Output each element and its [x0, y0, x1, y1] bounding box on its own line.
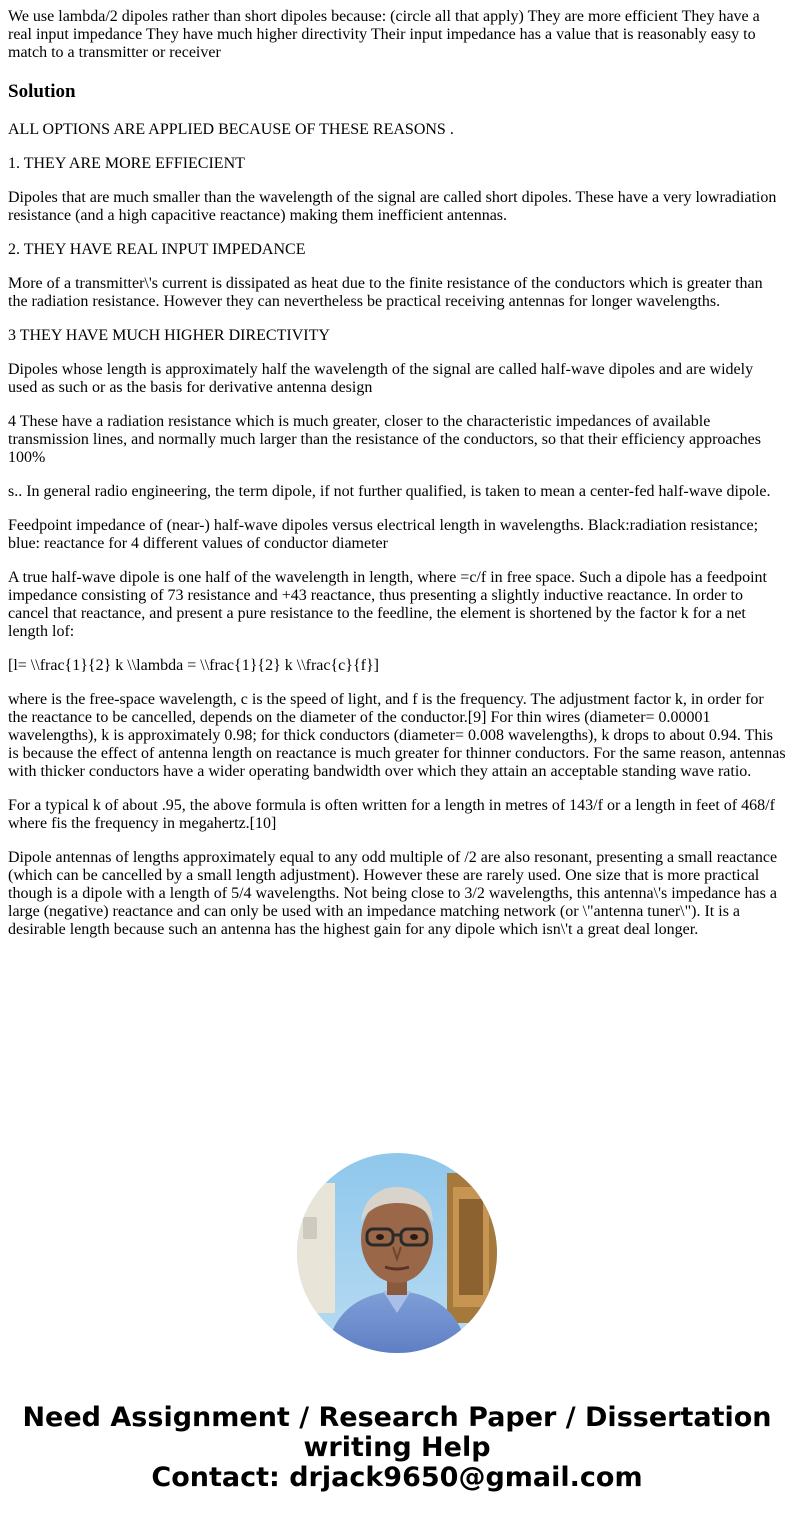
- promo-text: [0, 1403, 794, 1493]
- promo-line: writing Help: [303, 1432, 491, 1463]
- document-body: [8, 8, 786, 955]
- solution-paragraph: ALL OPTIONS ARE APPLIED BECAUSE OF THESE REASONS .: [8, 121, 454, 138]
- solution-paragraph: where is the free-space wavelength, c is the speed of light, and f is the frequency. The adjustment factor k, in order for the reactance to be cancelled, depends on the diameter of the conductor.[9] For thin wires (diameter= 0.00001 wavelengths), k is approximately 0.98; for thick conductors (diameter= 0.008 wavelengths), k drops to about 0.94. This is because the effect of antenna length on reactance is much greater for thinner conductors. For the same reason, antennas with thicker conductors have a wider operating bandwidth over which they attain an acceptable standing wave ratio.: [8, 691, 786, 780]
- question-text: We use lambda/2 dipoles rather than short dipoles because: (circle all that apply) They are more efficient They have a real input impedance They have much higher directivity Their input impedance has a value that is reasonably easy to match to a transmitter or receiver: [8, 8, 760, 61]
- solution-paragraph: For a typical k of about .95, the above formula is often written for a length in metres of 143/f or a length in feet of 468/f where fis the frequency in megahertz.[10]: [8, 797, 775, 832]
- solution-paragraph: 1. THEY ARE MORE EFFIECIENT: [8, 155, 245, 172]
- solution-paragraph: Dipoles whose length is approximately half the wavelength of the signal are called half-wave dipoles and are widely used as such or as the basis for derivative antenna design: [8, 361, 754, 396]
- solution-paragraph: 4 These have a radiation resistance which is much greater, closer to the characteristic impedances of available transmission lines, and normally much larger than the resistance of the conductors, so that their efficiency approaches 100%: [8, 413, 761, 466]
- solution-paragraph: Dipoles that are much smaller than the wavelength of the signal are called short dipoles. These have a very lowradiation resistance (and a high capacitive reactance) making them inefficient antennas.: [8, 189, 777, 224]
- solution-paragraph: Dipole antennas of lengths approximately equal to any odd multiple of /2 are also resonant, presenting a small reactance (which can be cancelled by a small length adjustment). However these are rarely used. One size that is more practical though is a dipole with a length of 5/4 wavelengths. Not being close to 3/2 wavelengths, this antenna\'s impedance has a large (negative) reactance and can only be used with an impedance matching network (or \"antenna tuner\"). It is a desirable length because such an antenna has the highest gain for any dipole which isn\'t a great deal longer.: [8, 849, 778, 938]
- formula-paragraph: [l= \\frac{1}{2} k \\lambda = \\frac{1}{2} k \\frac{c}{f}]: [8, 657, 379, 674]
- solution-paragraph: 3 THEY HAVE MUCH HIGHER DIRECTIVITY: [8, 327, 330, 344]
- promo-section: [0, 1153, 794, 1493]
- promo-line: Need Assignment / Research Paper / Dissertation: [22, 1402, 772, 1433]
- solution-paragraph: Feedpoint impedance of (near-) half-wave dipoles versus electrical length in wavelengths. Black:radiation resistance; blue: reactance for 4 different values of conductor diameter: [8, 517, 759, 552]
- person-portrait-icon: [297, 1153, 497, 1353]
- solution-paragraph: s.. In general radio engineering, the term dipole, if not further qualified, is taken to mean a center-fed half-wave dipole.: [8, 483, 771, 500]
- solution-paragraph: More of a transmitter\'s current is dissipated as heat due to the finite resistance of the conductors which is greater than the radiation resistance. However they can nevertheless be practical receiving antennas for longer wavelengths.: [8, 275, 763, 310]
- solution-heading: Solution: [8, 81, 76, 102]
- avatar: [297, 1153, 497, 1353]
- solution-paragraph: A true half-wave dipole is one half of the wavelength in length, where =c/f in free space. Such a dipole has a feedpoint impedance consisting of 73 resistance and +43 reactance, thus presenting a slightly inductive reactance. In order to cancel that reactance, and present a pure resistance to the feedline, the element is shortened by the factor k for a net length lof:: [8, 569, 767, 640]
- solution-paragraph: 2. THEY HAVE REAL INPUT IMPEDANCE: [8, 241, 306, 258]
- contact-email: Contact: drjack9650@gmail.com: [151, 1462, 643, 1493]
